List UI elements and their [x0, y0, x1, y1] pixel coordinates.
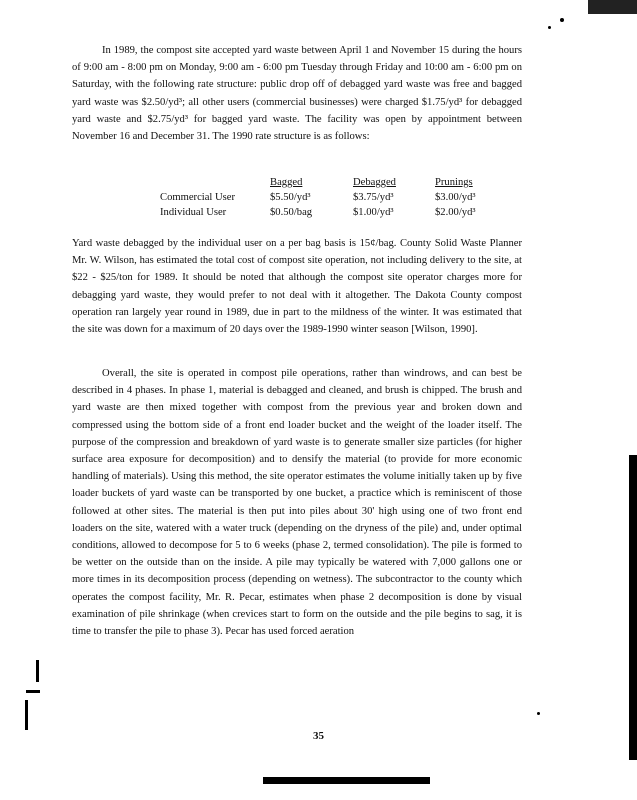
user-type: Commercial User — [160, 192, 236, 203]
paragraph-3-text: Overall, the site is operated in compost pile operations, rather than windrows, and can best be described in 4 phases. In phase 1, material is debagged and cleaned, and brush is chipped. The brush and yard waste are then mixed together with compost from the previous year and broken down and compressed using the bottom side of a front end loader bucket and the weight of the loader itself. The purpose of the compression and breakdown of yard waste is to generate smaller size particles (for higher surface area exposure for decomposition) and to densify the material (to provide for more economic handling of materials). Using this method, the site operator estimates the volume initially taken up by five loader buckets of yard waste can be transported by one bucket, a practice which is reminiscent of those followed at other sites. The material is then put into piles about 30' high using one of two front end loaders on the site, watered with a water truck (depending on the dryness of the pile) and, under optimal conditions, allowed to decompose for 5 to 6 weeks (phase 2, termed consolidation). The pile is formed to be wetter on the outside than on the inside. A pile may typically be watered with 7,000 gallons one or more times in its decomposition process (depending on wetness). The subcontractor to the county which operates the compost facility, Mr. R. Pecar, estimates when phase 2 decomposition is done by visual examination of pile shrinkage (when crevices start to form on the outside and the pile begins to sag, it is time to transfer the pile to phase 3). Pecar has used forced aeration — [72, 368, 522, 638]
paragraph-3 — [72, 365, 522, 640]
header-prunings: Prunings — [435, 177, 473, 188]
scan-mark — [25, 700, 28, 730]
scan-bottom-bar — [263, 777, 430, 784]
scan-speck — [560, 18, 564, 22]
debagged-rate: $1.00/yd³ — [353, 207, 394, 218]
header-debagged: Debagged — [353, 177, 396, 188]
scan-speck — [537, 712, 540, 715]
table-row — [160, 190, 476, 205]
rate-table-header-row — [160, 175, 476, 190]
scan-edge-bar — [629, 455, 637, 760]
rate-table-corner — [160, 175, 270, 190]
prunings-rate: $3.00/yd³ — [435, 192, 476, 203]
table-row — [160, 205, 476, 220]
debagged-rate: $3.75/yd³ — [353, 192, 394, 203]
paragraph-1 — [72, 42, 522, 145]
page-number: 35 — [313, 730, 324, 742]
header-bagged: Bagged — [270, 177, 303, 188]
bagged-rate: $0.50/bag — [270, 207, 313, 218]
rate-table — [160, 175, 476, 220]
user-type: Individual User — [160, 207, 227, 218]
scan-smudge — [588, 0, 637, 14]
paragraph-1-text: In 1989, the compost site accepted yard waste between April 1 and November 15 during the hours of 9:00 am - 8:00 pm on Monday, 9:00 am - 6:00 pm Tuesday through Friday and 10:00 am - 6:00 pm on Saturday, with the following rate structure: public drop off of debagged yard waste was free and bagged yard waste was $2.50/yd³; all other users (commercial businesses) were charged $1.75/yd³ for debagged yard waste and $2.75/yd³ for bagged yard waste. The facility was open by appointment between November 16 and December 31. The 1990 rate structure is as follows: — [72, 45, 522, 143]
scan-mark — [26, 690, 40, 693]
scan-speck — [548, 26, 551, 29]
scan-mark — [36, 660, 39, 682]
paragraph-2 — [72, 235, 522, 338]
paragraph-2-text: Yard waste debagged by the individual user on a per bag basis is 15¢/bag. County Solid Waste Planner Mr. W. Wilson, has estimated the total cost of compost site operation, not including delivery to the site, at $22 - $25/ton for 1989. It should be noted that although the compost site operator charges more for debagging yard waste, they would prefer to not deal with it altogether. The Dakota County compost operation ran largely year round in 1989, due in part to the mildness of the winter. It was estimated that the site was down for a maximum of 20 days over the 1989-1990 winter season [Wilson, 1990]. — [72, 238, 522, 336]
bagged-rate: $5.50/yd³ — [270, 192, 311, 203]
prunings-rate: $2.00/yd³ — [435, 207, 476, 218]
